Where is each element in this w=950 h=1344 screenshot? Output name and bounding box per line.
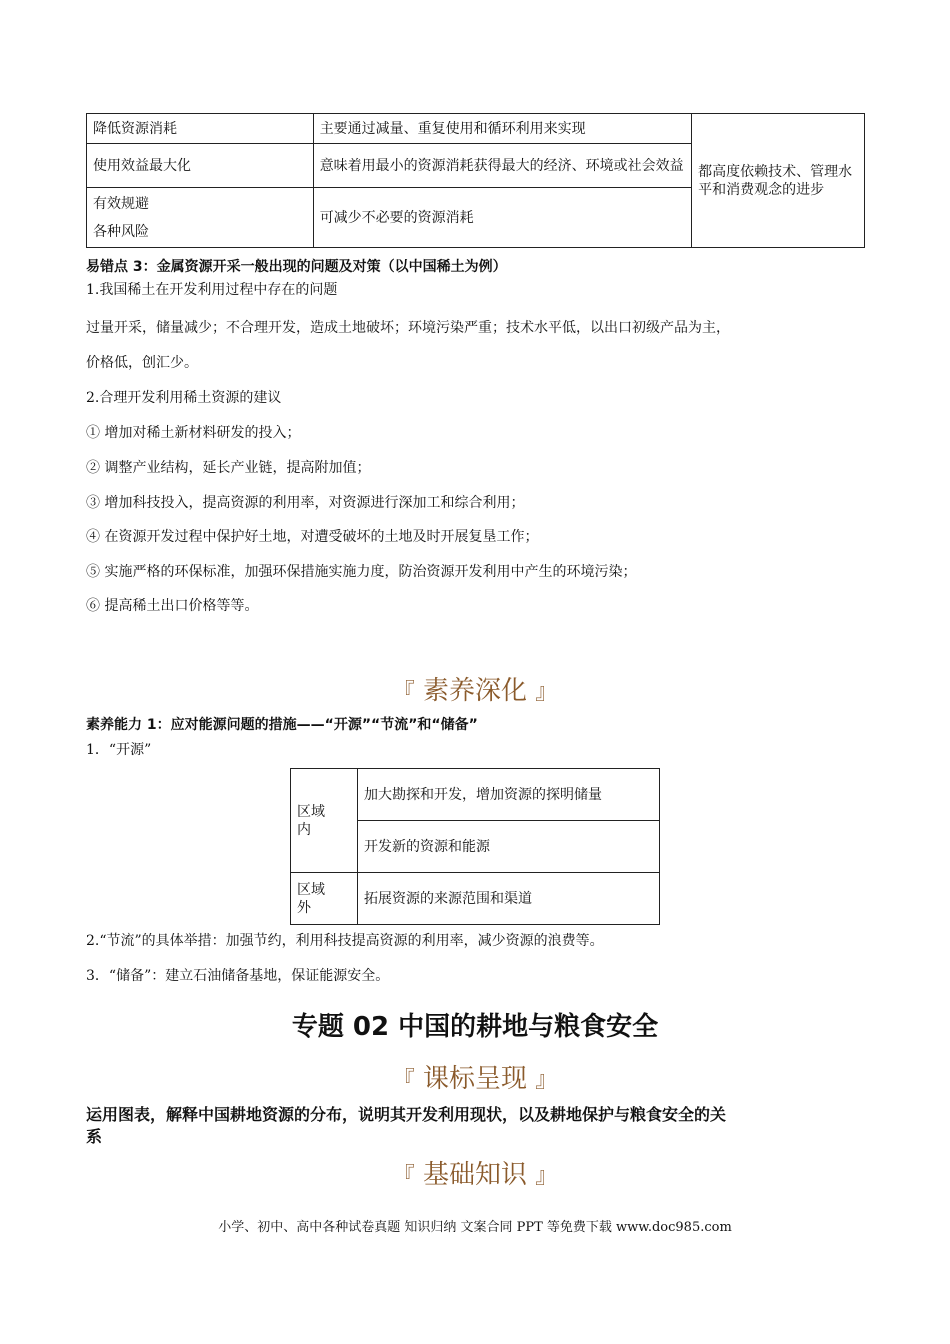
paragraph: 3．“储备”：建立石油储备基地，保证能源安全。 (86, 968, 390, 984)
topic-title: 专题 02 中国的耕地与粮食安全 (291, 1012, 659, 1042)
standard-text: 运用图表，解释中国耕地资源的分布，说明其开发利用现状，以及耕地保护与粮食安全的关 (86, 1105, 727, 1124)
table-cell: 使用效益最大化 (87, 144, 314, 188)
kaiyuan-table (290, 768, 660, 925)
table-cell: 降低资源消耗 (87, 114, 314, 144)
table-cell: 加大勘探和开发，增加资源的探明储量 (358, 769, 660, 821)
paragraph: 过量开采，储量减少；不合理开发，造成土地破坏；环境污染严重；技术水平低，以出口初级产品为主， (86, 320, 730, 336)
table-cell: 拓展资源的来源范围和渠道 (358, 873, 660, 925)
mistake-heading: 易错点 3：金属资源开采一般出现的问题及对策（以中国稀土为例） (86, 259, 507, 275)
list-item: ⑥ 提高稀土出口价格等等。 (86, 598, 259, 614)
table-cell: 可减少不必要的资源消耗 (313, 188, 691, 248)
list-item: ④ 在资源开发过程中保护好土地，对遭受破坏的土地及时开展复垦工作； (86, 529, 539, 545)
table-cell: 主要通过减量、重复使用和循环利用来实现 (313, 114, 691, 144)
paragraph: 2.“节流”的具体举措：加强节约，利用科技提高资源的利用率，减少资源的浪费等。 (86, 933, 604, 949)
ability-heading: 素养能力 1：应对能源问题的措施——“开源”“节流”和“储备” (86, 717, 478, 733)
table-cell: 开发新的资源和能源 (358, 821, 660, 873)
list-item: ③ 增加科技投入，提高资源的利用率，对资源进行深加工和综合利用； (86, 495, 525, 511)
list-item: ② 调整产业结构，延长产业链，提高附加值； (86, 460, 371, 476)
paragraph: 1．“开源” (86, 742, 152, 758)
standard-text: 系 (86, 1127, 103, 1146)
section-title-jichu: 『 基础知识 』 (392, 1160, 558, 1190)
list-item: ① 增加对稀土新材料研发的投入； (86, 425, 301, 441)
resource-table (86, 113, 865, 248)
section-title-kebiao: 『 课标呈现 』 (392, 1064, 558, 1094)
section-title-suyang: 『 素养深化 』 (392, 676, 558, 706)
paragraph: 1.我国稀土在开发利用过程中存在的问题 (86, 282, 338, 298)
table-cell: 区域 内 (291, 769, 358, 873)
table-cell: 有效规避 各种风险 (87, 188, 314, 248)
table-cell: 区域 外 (291, 873, 358, 925)
table-cell-merged: 都高度依赖技术、管理水平和消费观念的进步 (692, 114, 865, 248)
paragraph: 价格低，创汇少。 (86, 355, 198, 371)
list-item: ⑤ 实施严格的环保标准，加强环保措施实施力度，防治资源开发利用中产生的环境污染； (86, 564, 637, 580)
paragraph: 2.合理开发利用稀土资源的建议 (86, 390, 282, 406)
footer-text: 小学、初中、高中各种试卷真题 知识归纳 文案合同 PPT 等免费下载 www.doc985.com (218, 1220, 732, 1235)
table-cell: 意味着用最小的资源消耗获得最大的经济、环境或社会效益 (313, 144, 691, 188)
